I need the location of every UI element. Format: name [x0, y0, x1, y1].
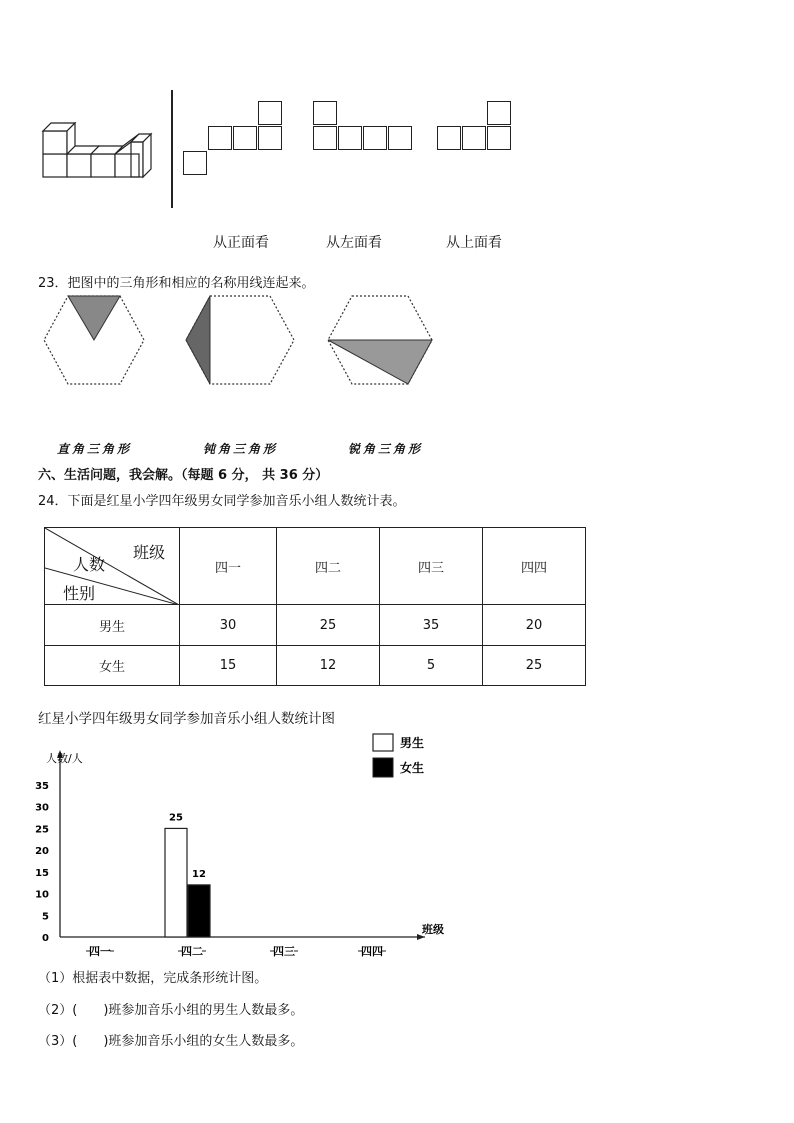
- name-obtuse-triangle: 钝角三角形: [203, 442, 279, 456]
- legend-boys-swatch: [373, 734, 393, 751]
- header-gender-label: 性别: [63, 584, 96, 603]
- table-cell: 30: [180, 605, 277, 646]
- q24-prompt: 24．下面是红星小学四年级男女同学参加音乐小组人数统计表。: [38, 494, 406, 509]
- table-row: [45, 605, 586, 646]
- bar-chart: [30, 730, 470, 958]
- label-front-view: 从正面看: [213, 235, 269, 251]
- hexagon-1-figure: [42, 294, 146, 386]
- name-acute-triangle: 锐角三角形: [348, 442, 424, 456]
- left-view-figure: [313, 101, 413, 151]
- cube-solid-figure: [40, 122, 155, 180]
- table-cell: 25: [277, 605, 380, 646]
- q24-sub-3: （3）( )班参加音乐小组的女生人数最多。: [38, 1034, 304, 1049]
- table-cell: 25: [483, 646, 586, 686]
- data-label: 12: [192, 868, 206, 880]
- y-tick-label: 20: [35, 846, 49, 858]
- hexagon-3-figure: [326, 294, 434, 386]
- table-cell: 12: [277, 646, 380, 686]
- column-header: 四一: [180, 528, 277, 605]
- column-header: 四二: [277, 528, 380, 605]
- table-row: [45, 646, 586, 686]
- y-tick-label: 5: [42, 911, 49, 923]
- legend-boys-label: 男生: [400, 736, 425, 750]
- y-tick-label: 35: [35, 781, 49, 792]
- q24-sub-1: （1）根据表中数据，完成条形统计图。: [38, 971, 268, 986]
- table-cell: 20: [483, 605, 586, 646]
- header-class-label: 班级: [133, 543, 166, 562]
- bar-boys: [165, 828, 187, 937]
- diagonal-header-cell: [45, 528, 180, 605]
- row-label: 男生: [45, 605, 180, 646]
- x-axis-label: 班级: [422, 923, 444, 936]
- label-left-view: 从左面看: [326, 235, 382, 251]
- stats-table: [44, 527, 586, 686]
- table-cell: 15: [180, 646, 277, 686]
- table-cell: 5: [380, 646, 483, 686]
- name-right-triangle: 直角三角形: [57, 442, 133, 456]
- label-top-view: 从上面看: [446, 235, 502, 251]
- row-label: 女生: [45, 646, 180, 686]
- chart-title: 红星小学四年级男女同学参加音乐小组人数统计图: [38, 711, 335, 727]
- y-tick-label: 30: [35, 802, 49, 814]
- x-tick-label: 四二: [181, 945, 203, 958]
- divider-line: [171, 90, 173, 208]
- section6-heading: 六、生活问题，我会解。（每题 6 分， 共 36 分）: [38, 468, 329, 483]
- bar-girls: [188, 885, 210, 937]
- x-tick-label: 四一: [89, 945, 111, 958]
- front-view-figure: [183, 101, 283, 176]
- y-tick-label: 10: [35, 889, 49, 901]
- y-tick-label: 25: [35, 824, 49, 836]
- data-label: 25: [169, 812, 183, 824]
- y-tick-label: 0: [42, 933, 49, 944]
- header-count-label: 人数: [73, 555, 106, 574]
- y-tick-label: 15: [35, 867, 49, 879]
- top-view-figure: [437, 101, 512, 151]
- column-header: 四四: [483, 528, 586, 605]
- y-axis-label: 人数/人: [46, 752, 83, 765]
- x-tick-label: 四四: [361, 945, 383, 958]
- table-cell: 35: [380, 605, 483, 646]
- q23-prompt: 23．把图中的三角形和相应的名称用线连起来。: [38, 276, 315, 291]
- legend-girls-swatch: [373, 758, 393, 777]
- hexagon-2-figure: [184, 294, 296, 386]
- legend-girls-label: 女生: [400, 761, 425, 775]
- q24-sub-2: （2）( )班参加音乐小组的男生人数最多。: [38, 1003, 304, 1018]
- column-header: 四三: [380, 528, 483, 605]
- x-tick-label: 四三: [273, 945, 295, 958]
